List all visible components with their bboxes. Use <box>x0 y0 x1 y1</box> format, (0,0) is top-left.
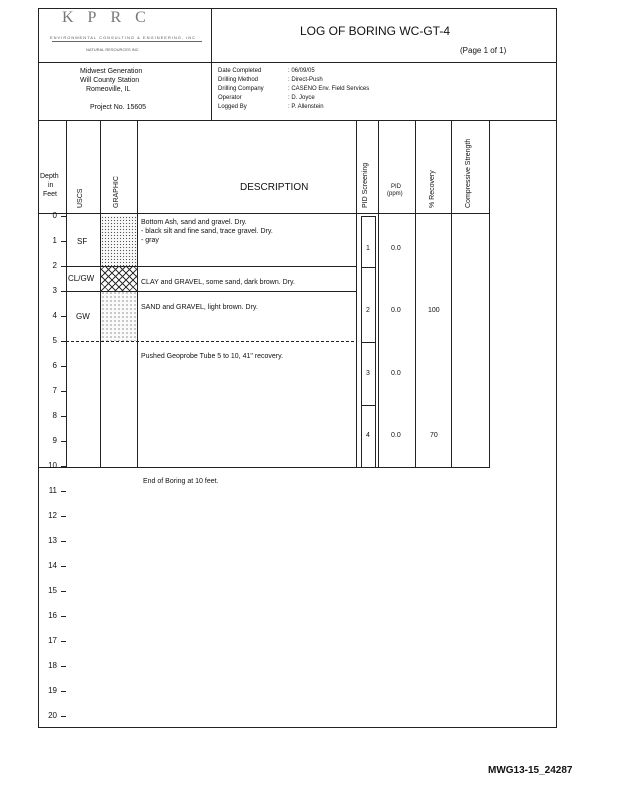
sample-number: 4 <box>366 432 370 439</box>
graphic-header: GRAPHIC <box>113 176 120 208</box>
depth-label: 4 <box>52 311 57 320</box>
depth-label: 18 <box>48 661 57 670</box>
description-header: DESCRIPTION <box>240 182 309 193</box>
depth-label: 11 <box>48 486 57 495</box>
depth-header: Feet <box>43 191 58 198</box>
uscs-label: GW <box>76 312 90 321</box>
page-number: (Page 1 of 1) <box>460 46 507 55</box>
depth-label: 15 <box>48 586 57 595</box>
depth-header: Depth <box>40 173 59 180</box>
info-label: Drilling Method <box>218 77 259 83</box>
info-value: : P. Allenstein <box>288 104 324 110</box>
project-number: Project No. 15605 <box>90 104 147 111</box>
depth-label: 0 <box>52 211 57 220</box>
sample-number: 3 <box>366 370 370 377</box>
description-text: Bottom Ash, sand and gravel. Dry. <box>141 219 247 226</box>
recovery-value: 100 <box>428 307 440 314</box>
sample-interval <box>361 267 376 343</box>
pid-value: 0.0 <box>391 307 401 314</box>
pid-value: 0.0 <box>391 245 401 252</box>
info-label: Operator <box>218 95 242 101</box>
pid-value: 0.0 <box>391 370 401 377</box>
depth-header: in <box>48 182 54 189</box>
depth-label: 10 <box>48 461 57 470</box>
strength-header: Compressive Strength <box>465 138 472 208</box>
sample-interval <box>361 216 376 268</box>
station-name: Will County Station <box>80 77 140 84</box>
pid-unit-header: (ppm) <box>387 191 403 197</box>
info-label: Logged By <box>218 104 247 110</box>
uscs-header: USCS <box>77 188 84 208</box>
description-text: - gray <box>141 237 159 244</box>
recovery-value: 70 <box>430 432 438 439</box>
sample-number: 1 <box>366 245 370 252</box>
description-text: SAND and GRAVEL, light brown. Dry. <box>141 304 258 311</box>
soil-pattern-fill <box>101 216 137 266</box>
pid-value: 0.0 <box>391 432 401 439</box>
pid-screening-header: PID Screening <box>362 162 369 208</box>
depth-label: 20 <box>48 711 57 720</box>
uscs-label: CL/GW <box>68 274 95 283</box>
info-value: : Direct-Push <box>288 77 323 83</box>
uscs-label: SF <box>77 237 88 246</box>
info-value: : 06/09/05 <box>288 68 315 74</box>
soil-pattern-clay-gravel <box>101 266 137 291</box>
document-id: MWG13-15_24287 <box>488 765 573 776</box>
end-of-boring-note: End of Boring at 10 feet. <box>143 478 219 485</box>
depth-label: 3 <box>52 286 57 295</box>
depth-label: 12 <box>48 511 57 520</box>
depth-label: 17 <box>48 636 57 645</box>
depth-label: 16 <box>48 611 57 620</box>
logo-tagline: ENVIRONMENTAL CONSULTING & ENGINEERING, INC <box>50 35 197 40</box>
depth-label: 9 <box>52 436 57 445</box>
description-text: - black silt and fine sand, trace gravel. Dry. <box>141 228 273 235</box>
info-label: Date Completed <box>218 68 262 74</box>
info-value: : D. Joyce <box>288 95 315 101</box>
description-text: CLAY and GRAVEL, some sand, dark brown. Dry. <box>141 279 295 286</box>
depth-label: 5 <box>52 336 57 345</box>
logo-text: KPRC <box>62 9 160 26</box>
depth-label: 14 <box>48 561 57 570</box>
depth-label: 6 <box>52 361 57 370</box>
client-name: Midwest Generation <box>80 68 143 75</box>
depth-label: 7 <box>52 386 57 395</box>
depth-label: 13 <box>48 536 57 545</box>
info-value: : CASENO Env. Field Services <box>288 86 370 92</box>
info-label: Drilling Company <box>218 86 264 92</box>
description-text: Pushed Geoprobe Tube 5 to 10, 41" recovery. <box>141 353 284 360</box>
depth-label: 2 <box>52 261 57 270</box>
recovery-header: % Recovery <box>429 170 436 208</box>
sample-number: 2 <box>366 307 370 314</box>
depth-label: 19 <box>48 686 57 695</box>
location: Romeoville, IL <box>86 86 131 93</box>
logo-subline: NATURAL RESOURCES INC <box>86 47 139 52</box>
depth-label: 1 <box>52 236 57 245</box>
soil-pattern-gravel <box>101 291 137 341</box>
depth-label: 8 <box>52 411 57 420</box>
page-title: LOG OF BORING WC-GT-4 <box>300 24 451 38</box>
pid-header: PID <box>391 184 402 190</box>
